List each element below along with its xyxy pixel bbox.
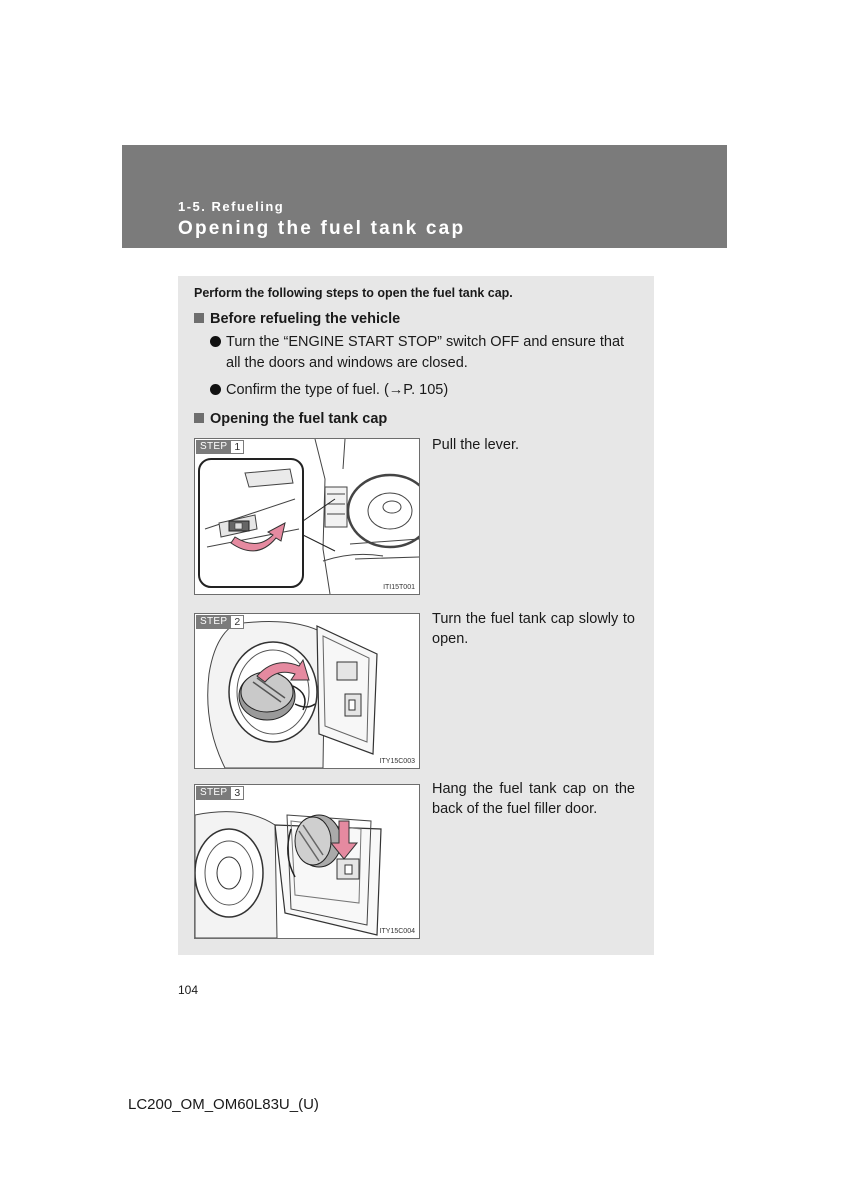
step-2-figure [194,613,420,769]
step-1-text: Pull the lever. [432,437,520,453]
bullet-dot-icon [210,384,221,395]
section-label: 1-5. Refueling [178,199,285,214]
step-1-figure [194,438,420,595]
figure-code: ITI15T001 [383,584,415,591]
square-bullet-icon [194,413,204,423]
step-badge: STEP 3 [196,786,244,800]
lever-illustration [195,439,419,594]
page-number: 104 [178,983,199,997]
step-2-text: Turn the fuel tank cap slowly to open. [432,611,635,647]
figure-code: ITY15C004 [379,928,415,935]
bullet-engine-switch: Turn the “ENGINE START STOP” switch OFF and ensure that all the doors and windows are closed. [210,332,640,374]
bullet-fuel-type: Confirm the type of fuel. (→P. 105) [210,380,640,401]
step-badge: STEP 1 [196,440,244,454]
content-panel [178,276,654,955]
document-code: LC200_OM_OM60L83U_(U) [128,1096,319,1113]
before-refueling-heading: Before refueling the vehicle [194,311,400,327]
opening-cap-heading: Opening the fuel tank cap [194,411,387,427]
step-badge: STEP 2 [196,615,244,629]
step-3-text: Hang the fuel tank cap on the back of the fuel filler door. [432,781,635,817]
fuel-cap-turn-illustration [195,614,419,768]
section-header [122,145,727,248]
step-3-figure [194,784,420,939]
bullet-dot-icon [210,336,221,347]
fuel-cap-hang-illustration [195,785,419,938]
figure-code: ITY15C003 [379,758,415,765]
page-title: Opening the fuel tank cap [178,218,466,239]
intro-text: Perform the following steps to open the fuel tank cap. [194,286,513,300]
square-bullet-icon [194,313,204,323]
